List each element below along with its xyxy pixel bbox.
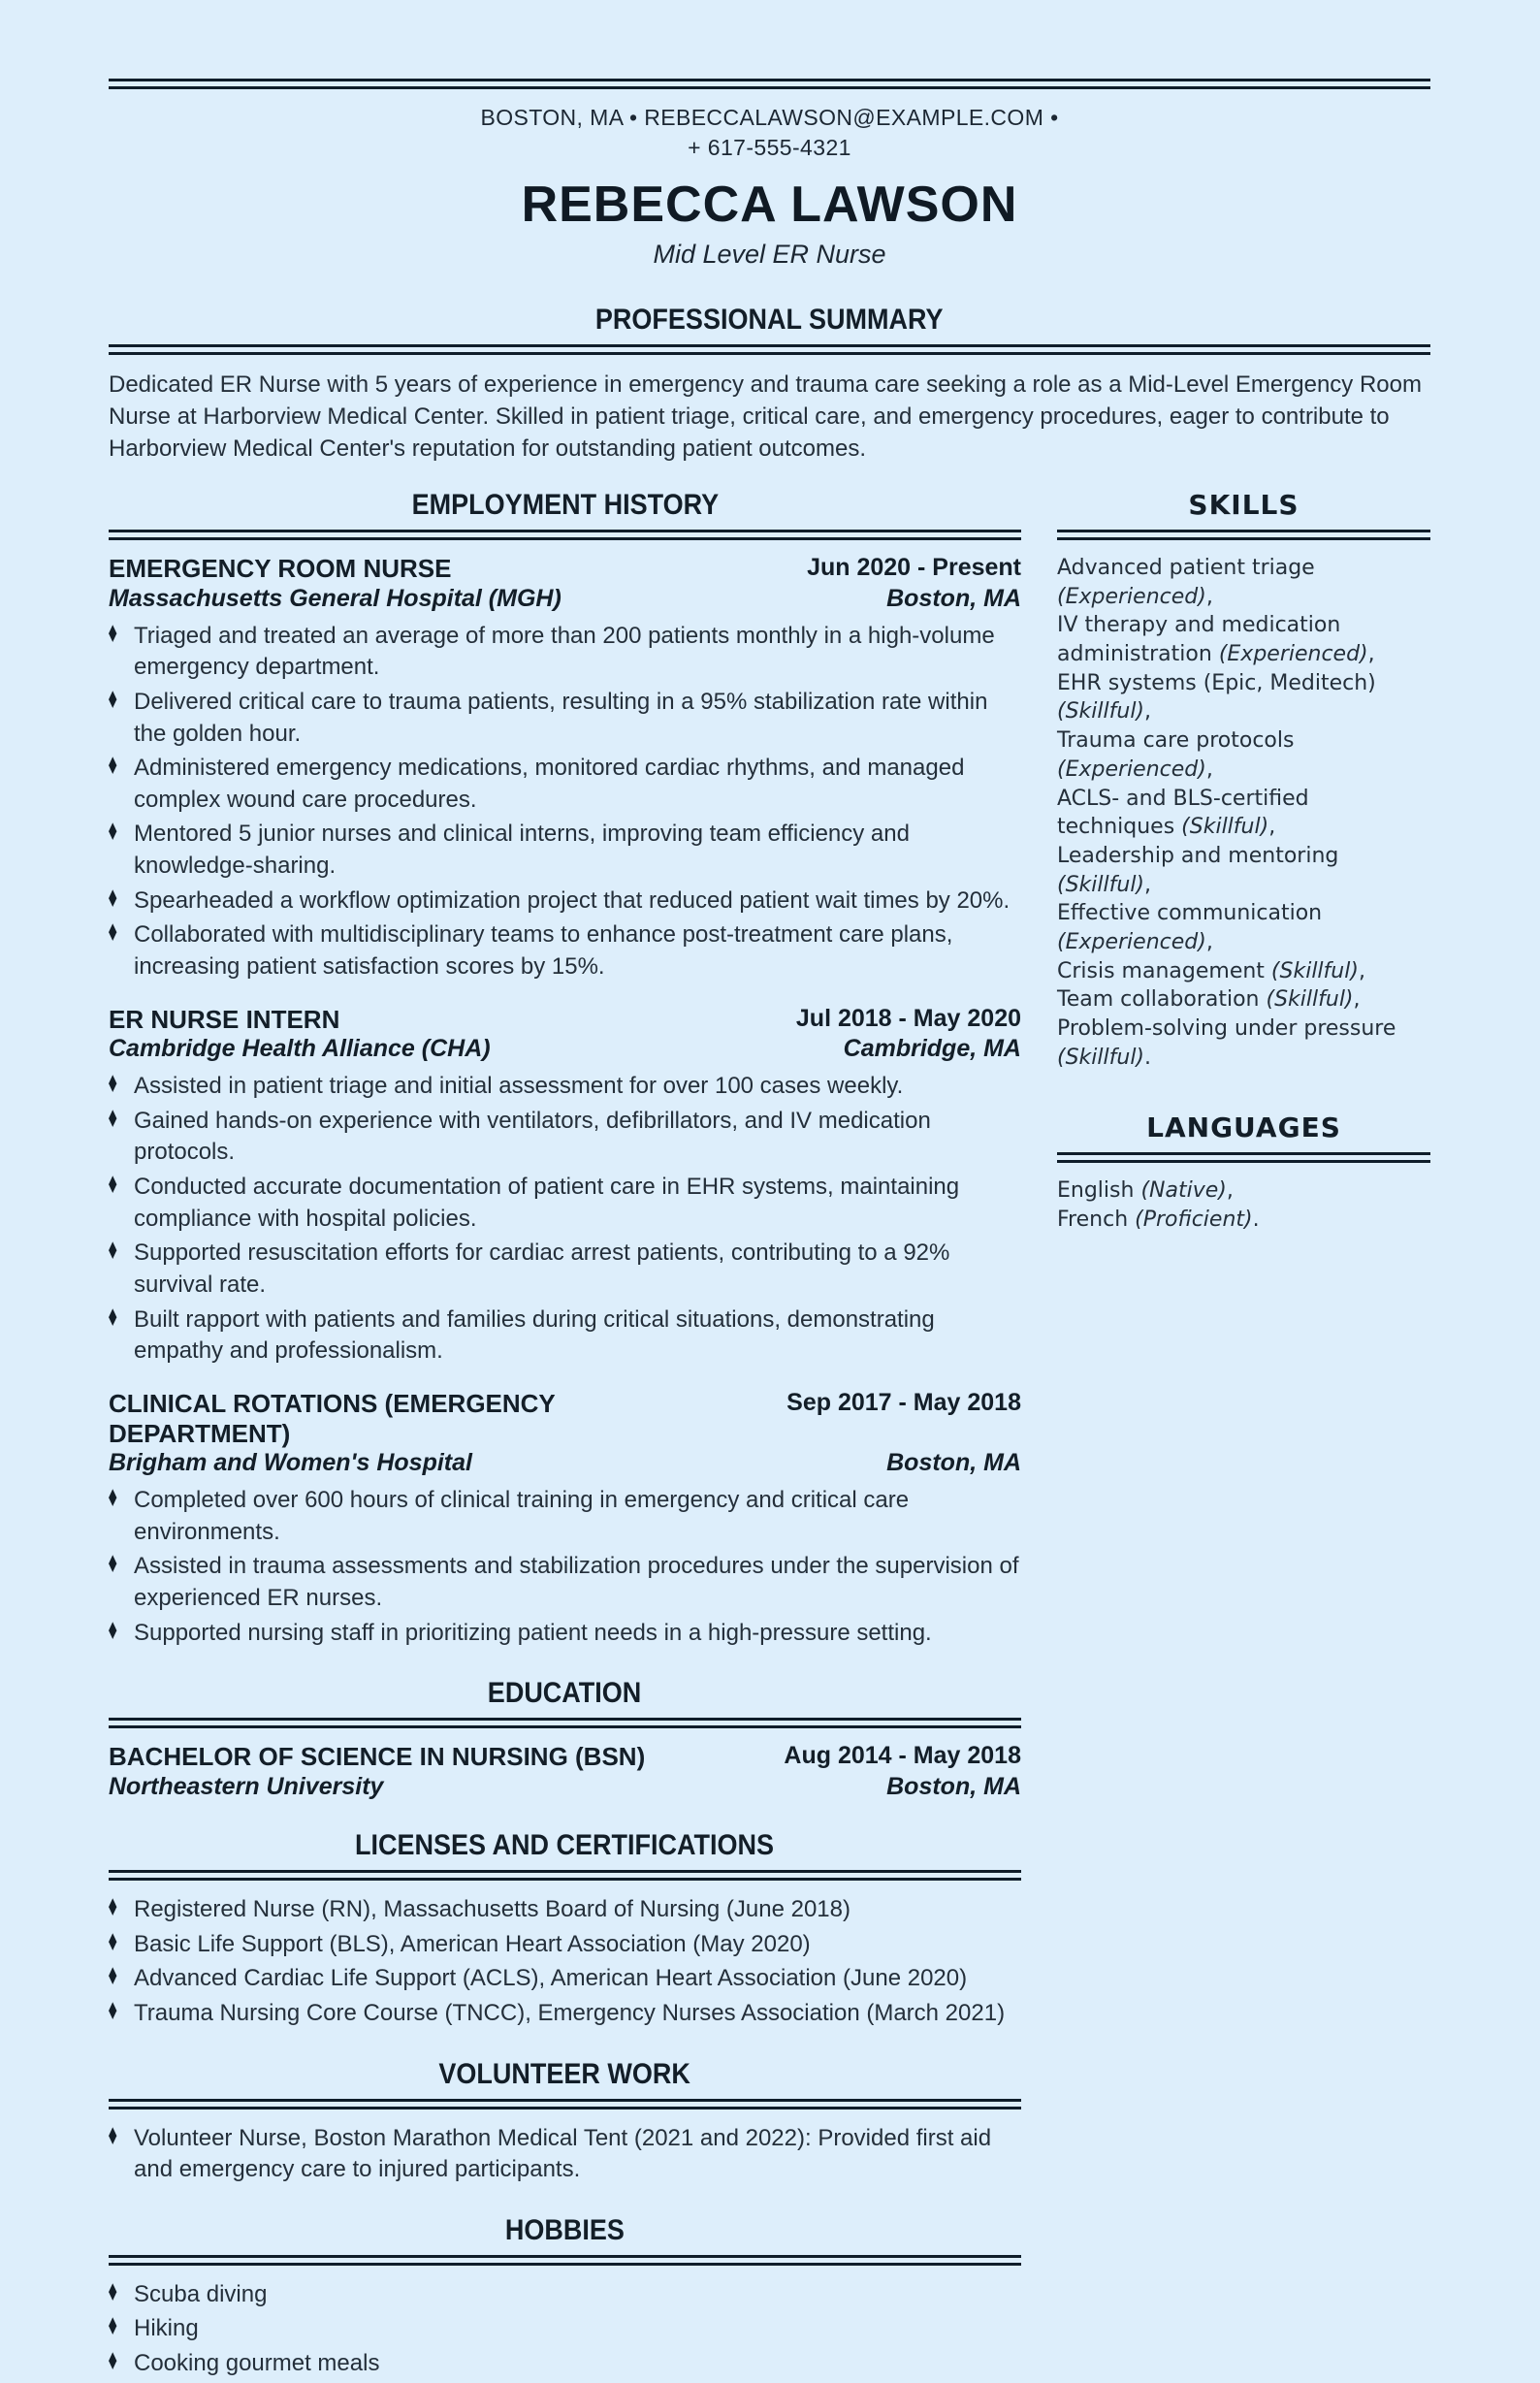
resume-header <box>109 103 1430 270</box>
job-3-dates: Sep 2017 - May 2018 <box>786 1388 1021 1416</box>
skill-level: (Skillful) <box>1057 872 1145 897</box>
candidate-job-title: Mid Level ER Nurse <box>653 239 886 269</box>
bullet-diamond-icon: ⧫ <box>109 1554 117 1574</box>
section-licenses-certifications <box>109 1828 1021 2030</box>
bullet-diamond-icon: ⧫ <box>109 922 117 943</box>
languages-heading: LANGUAGES <box>1146 1111 1341 1144</box>
bullet-item <box>109 1929 1021 1961</box>
bullet-text: Supported resuscitation efforts for cardiac arrest patients, contributing to a 92% survival rate. <box>134 1240 950 1298</box>
job-2-location: Cambridge, MA <box>843 1035 1021 1063</box>
bullet-text: Collaborated with multidisciplinary teams to enhance post-treatment care plans, increasing patient satisfaction scores by 15%. <box>134 921 953 980</box>
languages-list <box>1057 1176 1430 1234</box>
bullet-diamond-icon: ⧫ <box>109 1897 117 1916</box>
summary-divider <box>109 344 1430 355</box>
job-1-company-row <box>109 584 1021 613</box>
skill-name: Crisis management <box>1057 958 1265 983</box>
bullet-text: Completed over 600 hours of clinical training in emergency and critical care environments. <box>134 1487 910 1545</box>
contact-block <box>109 103 1430 163</box>
job-2-company: Cambridge Health Alliance (CHA) <box>109 1035 491 1063</box>
languages-divider <box>1057 1152 1430 1163</box>
job-3-bullets <box>109 1485 1021 1649</box>
section-skills <box>1057 488 1430 1072</box>
job-entry-1 <box>109 554 1021 983</box>
volunteer-heading <box>109 2057 1021 2092</box>
education-dates: Aug 2014 - May 2018 <box>784 1742 1021 1770</box>
education-title-row <box>109 1742 1021 1772</box>
bullet-item <box>109 919 1021 982</box>
resume-content <box>109 79 1430 2383</box>
hobbies-heading-text: HOBBIES <box>504 2213 626 2246</box>
skill-name: Problem-solving under pressure <box>1057 1016 1396 1042</box>
contact-line-2: + 617-555-4321 <box>688 135 851 161</box>
bullet-diamond-icon: ⧫ <box>109 756 117 776</box>
job-1-bullets <box>109 621 1021 983</box>
section-hobbies <box>109 2213 1021 2380</box>
candidate-name: REBECCA LAWSON <box>521 177 1018 234</box>
volunteer-heading-text: VOLUNTEER WORK <box>438 2057 691 2090</box>
summary-paragraph: Dedicated ER Nurse with 5 years of experience in emergency and trauma care seeking a role as a Mid-Level Emergency Room Nurse at Harborview Medical Center. Skilled in patient triage, critical care, and emergency procedures, eager to contribute to Harborview Medical Center's reputation for outstanding patient outcomes. <box>109 370 1422 462</box>
bullet-text: Trauma Nursing Core Course (TNCC), Emergency Nurses Association (March 2021) <box>134 1999 1006 2026</box>
bullet-diamond-icon: ⧫ <box>109 2351 117 2370</box>
bullet-item <box>109 2123 1021 2186</box>
skill-name: ACLS- and BLS-certified techniques <box>1057 786 1309 840</box>
licenses-heading <box>109 1828 1021 1863</box>
language-separator: . <box>1252 1208 1260 1233</box>
education-divider <box>109 1718 1021 1728</box>
bullet-diamond-icon: ⧫ <box>109 1620 117 1640</box>
bullet-text: Hiking <box>134 2315 199 2342</box>
contact-line-1: BOSTON, MA • REBECCALAWSON@EXAMPLE.COM • <box>480 105 1059 130</box>
bullet-text: Administered emergency medications, monitored cardiac rhythms, and managed complex wound care procedures. <box>134 755 965 813</box>
skill-separator: , <box>1205 757 1213 782</box>
education-degree: BACHELOR OF SCIENCE IN NURSING (BSN) <box>109 1742 646 1772</box>
bullet-item <box>109 1238 1021 1301</box>
job-3-title: CLINICAL ROTATIONS (EMERGENCY DEPARTMENT) <box>109 1388 556 1448</box>
bullet-text: Advanced Cardiac Life Support (ACLS), American Heart Association (June 2020) <box>134 1965 968 1992</box>
job-1-title-row <box>109 554 1021 584</box>
skill-item <box>1057 554 1430 611</box>
bullet-item <box>109 1071 1021 1103</box>
bullet-text: Built rapport with patients and families during critical situations, demonstrating empathy and professionalism. <box>134 1305 935 1365</box>
bullet-diamond-icon: ⧫ <box>109 1240 117 1261</box>
language-item <box>1057 1176 1430 1206</box>
bullet-item <box>109 1963 1021 1995</box>
bullet-text: Mentored 5 junior nurses and clinical interns, improving team efficiency and knowledge-sharing. <box>134 821 910 880</box>
section-professional-summary <box>109 303 1430 465</box>
bullet-item <box>109 687 1021 750</box>
bullet-diamond-icon: ⧫ <box>109 1931 117 1951</box>
job-3-title-row <box>109 1389 1021 1448</box>
language-level: (Proficient) <box>1135 1208 1253 1233</box>
skill-item <box>1057 985 1430 1014</box>
skill-level: (Experienced) <box>1057 757 1206 782</box>
skill-level: (Skillful) <box>1270 958 1359 983</box>
skill-name: Team collaboration <box>1057 987 1260 1013</box>
bullet-text: Registered Nurse (RN), Massachusetts Board of Nursing (June 2018) <box>134 1896 850 1922</box>
skill-name: Leadership and mentoring <box>1057 843 1339 868</box>
job-1-title: EMERGENCY ROOM NURSE <box>109 554 452 584</box>
job-1-location: Boston, MA <box>886 584 1021 612</box>
language-name: French <box>1057 1208 1129 1233</box>
skill-separator: , <box>1367 642 1375 667</box>
bullet-text: Supported nursing staff in prioritizing patient needs in a high-pressure setting. <box>134 1619 932 1646</box>
employment-heading <box>109 488 1021 523</box>
section-languages <box>1057 1111 1430 1234</box>
skill-level: (Skillful) <box>1057 1045 1145 1070</box>
volunteer-divider <box>109 2099 1021 2109</box>
skill-name: Trauma care protocols <box>1057 728 1295 754</box>
bullet-item <box>109 1485 1021 1548</box>
skill-separator: , <box>1358 958 1365 983</box>
bullet-diamond-icon: ⧫ <box>109 1074 117 1094</box>
bullet-item <box>109 1894 1021 1926</box>
language-item <box>1057 1206 1430 1235</box>
skill-level: (Experienced) <box>1057 584 1206 609</box>
skill-item <box>1057 899 1430 956</box>
education-school-row <box>109 1772 1021 1801</box>
bullet-diamond-icon: ⧫ <box>109 623 117 643</box>
skill-name: IV therapy and medication administration <box>1057 613 1341 667</box>
employment-heading-text: EMPLOYMENT HISTORY <box>411 489 719 522</box>
section-education <box>109 1676 1021 1801</box>
bullet-diamond-icon: ⧫ <box>109 887 117 908</box>
skills-divider <box>1057 530 1430 540</box>
summary-heading <box>109 303 1430 338</box>
hobbies-list <box>109 2279 1021 2380</box>
bullet-text: Cooking gourmet meals <box>134 2350 380 2376</box>
skill-separator: , <box>1353 987 1361 1013</box>
bullet-text: Triaged and treated an average of more than 200 patients monthly in a high-volume emergency department. <box>134 622 995 681</box>
bullet-text: Basic Life Support (BLS), American Heart Association (May 2020) <box>134 1930 811 1957</box>
bullet-text: Scuba diving <box>134 2280 268 2307</box>
hobbies-divider <box>109 2255 1021 2266</box>
bullet-diamond-icon: ⧫ <box>109 1488 117 1508</box>
bullet-item <box>109 2348 1021 2380</box>
job-1-company: Massachusetts General Hospital (MGH) <box>109 584 561 612</box>
skill-separator: , <box>1144 872 1152 897</box>
skill-separator: , <box>1205 929 1213 954</box>
bullet-item <box>109 2279 1021 2311</box>
skills-list <box>1057 554 1430 1072</box>
skill-separator: , <box>1144 699 1152 725</box>
bullet-item <box>109 819 1021 882</box>
bullet-item <box>109 2313 1021 2345</box>
education-location: Boston, MA <box>886 1773 1021 1800</box>
bullet-diamond-icon: ⧫ <box>109 821 117 842</box>
summary-heading-text: PROFESSIONAL SUMMARY <box>595 303 944 336</box>
bullet-diamond-icon: ⧫ <box>109 2316 117 2336</box>
skill-item <box>1057 842 1430 899</box>
job-2-title: ER NURSE INTERN <box>109 1004 340 1034</box>
bullet-item <box>109 621 1021 684</box>
skill-separator: , <box>1205 584 1213 609</box>
bullet-text: Assisted in trauma assessments and stabilization procedures under the supervision of experienced ER nurses. <box>134 1553 1019 1612</box>
job-2-title-row <box>109 1005 1021 1035</box>
bullet-text: Spearheaded a workflow optimization project that reduced patient wait times by 20%. <box>134 886 1011 914</box>
right-column <box>1057 488 1430 1235</box>
bullet-item <box>109 1304 1021 1368</box>
bullet-item <box>109 1172 1021 1235</box>
skill-level: (Experienced) <box>1057 929 1206 954</box>
bullet-item <box>109 1551 1021 1614</box>
language-level: (Native) <box>1140 1178 1227 1204</box>
bullet-text: Volunteer Nurse, Boston Marathon Medical Tent (2021 and 2022): Provided first aid and emergency care to injured participants. <box>134 2124 992 2183</box>
education-school: Northeastern University <box>109 1773 384 1800</box>
job-3-location: Boston, MA <box>886 1449 1021 1477</box>
education-heading-text: EDUCATION <box>488 1677 642 1710</box>
bullet-diamond-icon: ⧫ <box>109 1175 117 1195</box>
skill-item <box>1057 611 1430 668</box>
skill-item <box>1057 726 1430 784</box>
bullet-diamond-icon: ⧫ <box>109 689 117 709</box>
skill-separator: , <box>1268 815 1276 840</box>
bullet-item <box>109 753 1021 816</box>
skill-level: (Skillful) <box>1266 987 1354 1013</box>
licenses-list <box>109 1894 1021 2030</box>
licenses-heading-text: LICENSES AND CERTIFICATIONS <box>355 1829 775 1861</box>
bullet-diamond-icon: ⧫ <box>109 1966 117 1986</box>
top-divider <box>109 79 1430 89</box>
bullet-text: Delivered critical care to trauma patients, resulting in a 95% stabilization rate within the golden hour. <box>134 688 988 747</box>
bullet-diamond-icon: ⧫ <box>109 1108 117 1128</box>
bullet-diamond-icon: ⧫ <box>109 1306 117 1327</box>
bullet-diamond-icon: ⧫ <box>109 2125 117 2145</box>
skill-name: EHR systems (Epic, Meditech) <box>1057 670 1376 695</box>
skill-level: (Skillful) <box>1181 815 1269 840</box>
job-2-company-row <box>109 1034 1021 1063</box>
bullet-item <box>109 1618 1021 1650</box>
job-3-company-row <box>109 1448 1021 1477</box>
bullet-item <box>109 1106 1021 1169</box>
section-employment-history <box>109 488 1021 1649</box>
bullet-diamond-icon: ⧫ <box>109 2000 117 2020</box>
licenses-divider <box>109 1870 1021 1881</box>
skill-item <box>1057 669 1430 726</box>
skill-name: Advanced patient triage <box>1057 556 1315 581</box>
skill-level: (Skillful) <box>1057 699 1145 725</box>
skill-level: (Experienced) <box>1218 642 1368 667</box>
bullet-text: Gained hands-on experience with ventilators, defibrillators, and IV medication protocols. <box>134 1107 931 1166</box>
two-column-area <box>109 488 1430 2383</box>
language-name: English <box>1057 1178 1135 1204</box>
bullet-text: Conducted accurate documentation of patient care in EHR systems, maintaining compliance with hospital policies. <box>134 1174 960 1232</box>
bullet-item <box>109 1998 1021 2030</box>
section-volunteer-work <box>109 2057 1021 2186</box>
job-3-company: Brigham and Women's Hospital <box>109 1449 472 1477</box>
job-1-dates: Jun 2020 - Present <box>807 554 1021 582</box>
job-entry-2 <box>109 1005 1021 1368</box>
skill-separator: . <box>1144 1045 1152 1070</box>
language-separator: , <box>1226 1178 1234 1204</box>
skill-item <box>1057 957 1430 986</box>
bullet-item <box>109 886 1021 918</box>
education-heading <box>109 1676 1021 1711</box>
skill-name: Effective communication <box>1057 901 1323 926</box>
volunteer-list <box>109 2123 1021 2186</box>
bullet-diamond-icon: ⧫ <box>109 2281 117 2302</box>
job-2-dates: Jul 2018 - May 2020 <box>795 1004 1021 1032</box>
left-column <box>109 488 1021 2383</box>
job-2-bullets <box>109 1071 1021 1368</box>
skill-item <box>1057 785 1430 842</box>
hobbies-heading <box>109 2213 1021 2248</box>
employment-divider <box>109 530 1021 540</box>
job-entry-3 <box>109 1389 1021 1649</box>
skill-item <box>1057 1014 1430 1072</box>
skills-heading: SKILLS <box>1188 489 1299 522</box>
bullet-text: Assisted in patient triage and initial assessment for over 100 cases weekly. <box>134 1073 904 1100</box>
